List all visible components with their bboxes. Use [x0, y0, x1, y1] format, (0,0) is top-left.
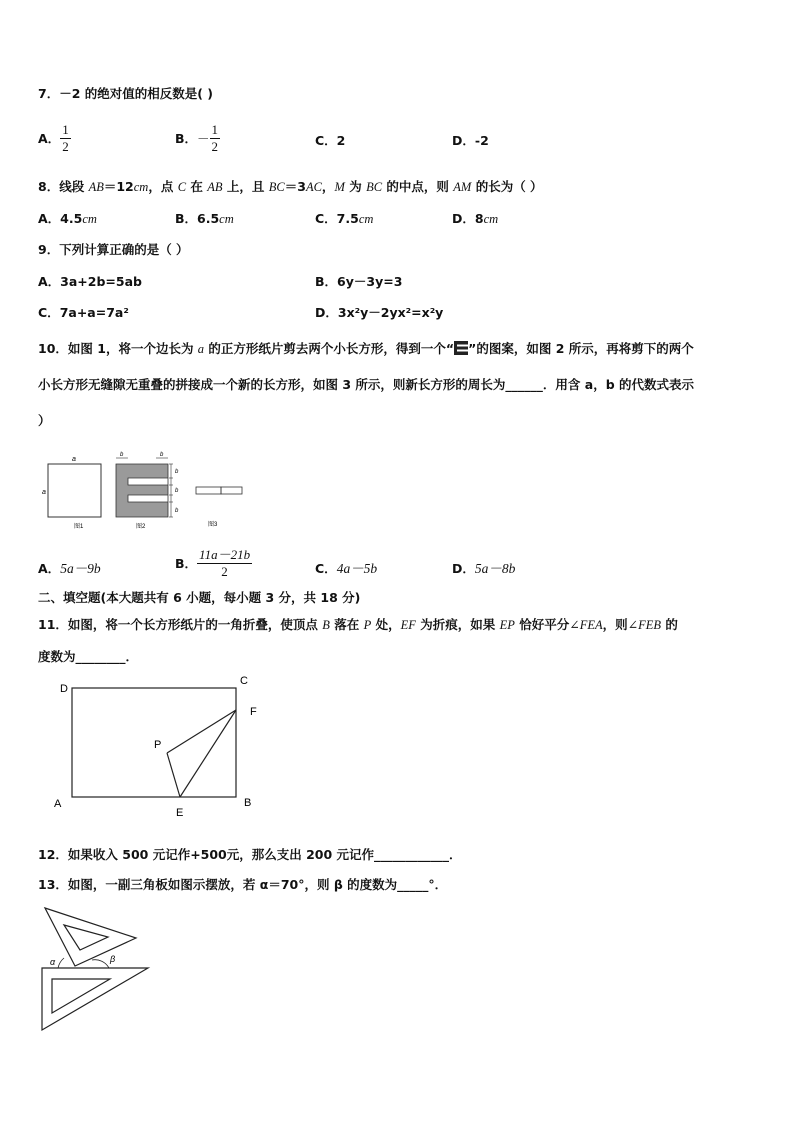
q8-text: ，	[321, 179, 335, 194]
q10-option-a	[38, 557, 101, 577]
q9-option-d	[315, 303, 443, 321]
q8-option-b-value: B．6.5	[175, 211, 220, 226]
q11-text: 的	[661, 617, 678, 632]
q7-option-a-label: A．	[38, 131, 61, 146]
q9-option-c-label: C．	[38, 305, 60, 320]
q11-label-c: C	[240, 675, 248, 687]
q10-option-d	[452, 557, 515, 577]
q7-option-a-fraction	[60, 123, 71, 153]
q10-option-d-expr: 5a－8b	[474, 561, 516, 576]
q8-var: AC	[305, 180, 322, 194]
q9-option-d-label: D．	[315, 305, 338, 320]
fig2-label-b: b	[120, 452, 124, 458]
fig2-label-b: b	[175, 508, 179, 514]
q8-text: 在	[186, 179, 208, 194]
q11-var: EP	[499, 618, 515, 632]
q10-option-d-label: D．	[452, 561, 475, 576]
q11-line1	[38, 615, 678, 633]
q8-option-b	[175, 209, 234, 227]
q8-text: 为	[344, 179, 367, 194]
q8-text: 的中点，则	[382, 179, 454, 194]
q8-option-c-value: C．7.5	[315, 211, 359, 226]
q10-line1	[38, 339, 694, 357]
q10-b-denominator: 2	[221, 563, 228, 579]
q11-text: 落在	[329, 617, 364, 632]
q13-upper-triangle-outer	[45, 908, 136, 966]
q8-option-d	[452, 209, 498, 227]
q7-a-numerator: 1	[62, 121, 69, 137]
q10-text: ”的图案，如图 2 所示，再将剪下的两个	[468, 341, 694, 356]
q10-option-c-label: C．	[315, 561, 337, 576]
q11-line2: 度数为________．	[38, 649, 139, 664]
q7-option-b	[175, 118, 220, 158]
q10-option-c	[315, 557, 377, 577]
q10-option-a-label: A．	[38, 561, 61, 576]
fig2-label-b: b	[160, 452, 164, 458]
q10-option-c-expr: 4a－5b	[336, 561, 378, 576]
fig2-caption: 图2	[136, 524, 146, 530]
q8-unit: cm	[219, 212, 234, 226]
q9-stem: 9．下列计算正确的是（ ）	[38, 242, 189, 257]
q8-var: AB	[207, 180, 223, 194]
q8-option-d-value: D．8	[452, 211, 484, 226]
q8-option-c	[315, 209, 373, 227]
fig3-rect-left	[196, 487, 221, 494]
q11-fold-ef	[180, 710, 236, 797]
q11-var: P	[363, 618, 372, 632]
q8-var: AM	[453, 180, 472, 194]
fig2-e-shape	[116, 464, 168, 517]
fig1-square	[48, 464, 101, 517]
q8-text: 上，且	[222, 179, 269, 194]
q11-text: 为折痕，如果	[415, 617, 500, 632]
q11-text: 11．如图，将一个长方形纸片的一角折叠，使顶点	[38, 617, 323, 632]
q7-option-b-sign: －	[197, 132, 210, 146]
fig1-caption: 图1	[74, 524, 84, 530]
q8-unit: cm	[82, 212, 97, 226]
q8-var: BC	[366, 180, 383, 194]
q8-option-a	[38, 209, 97, 227]
q8-text: 8．线段	[38, 179, 89, 194]
q8-var: BC	[268, 180, 285, 194]
q10-option-a-expr: 5a－9b	[60, 561, 101, 576]
q10-option-b	[175, 543, 252, 583]
q10-option-b-label: B．	[175, 556, 198, 571]
q8-unit: cm	[358, 212, 374, 226]
q10-option-b-fraction	[197, 548, 252, 578]
q8-option-a-value: A．4.5	[38, 211, 83, 226]
q13-alpha-label: α	[50, 957, 56, 967]
q11-angle: ∠FEA	[569, 618, 603, 632]
fig1-label-a-top: a	[72, 456, 76, 463]
q10-text: 10．如图 1，将一个边长为	[38, 341, 198, 356]
fig3-caption: 图3	[208, 522, 218, 528]
q7-stem: 7．－2 的绝对值的相反数是( )	[38, 86, 214, 101]
q13-alpha-arc	[58, 958, 64, 968]
q9-option-d-expr: 3x²y－2yx²=x²y	[337, 305, 444, 320]
q9-option-b: B．6y－3y=3	[315, 274, 403, 289]
q10-b-numerator: 11a－21b	[199, 546, 251, 562]
q10-text: 的正方形纸片剪去两个小长方形，得到一个“	[204, 341, 455, 356]
q8-text: ＝12	[103, 179, 134, 194]
q13-figure	[36, 904, 156, 1034]
q11-figure	[48, 672, 268, 822]
q7-option-b-label: B．	[175, 131, 198, 146]
e-shape-icon	[454, 341, 468, 355]
q7-option-d: D．-2	[452, 133, 489, 148]
q7-option-a	[38, 118, 71, 158]
q11-label-b: B	[244, 797, 252, 809]
q12-text: 12．如果收入 500 元记作+500元，那么支出 200 元记作____________．	[38, 847, 462, 862]
q10-line2: 小长方形无缝隙无重叠的拼接成一个新的长方形，如图 3 所示，则新长方形的周长为______．用含 a，b 的代数式表示	[38, 377, 694, 392]
q8-stem	[38, 177, 543, 195]
fig3-rect-right	[221, 487, 242, 494]
q11-text: 恰好平分	[514, 617, 570, 632]
q11-label-d: D	[60, 683, 68, 695]
q11-var: EF	[400, 618, 416, 632]
q13-lower-triangle-outer	[42, 968, 148, 1030]
q8-text: ，点	[148, 179, 178, 194]
q7-option-c: C．2	[315, 133, 346, 148]
q11-fold-ep	[167, 753, 180, 797]
q8-unit: cm	[133, 180, 149, 194]
q11-label-a: A	[54, 798, 62, 810]
q8-var: AB	[88, 180, 104, 194]
q11-label-e: E	[176, 807, 184, 819]
q9-option-a: A．3a+2b=5ab	[38, 274, 142, 289]
q8-var: M	[334, 180, 345, 194]
q11-angle: ∠FEB	[627, 618, 662, 632]
q7-b-denominator: 2	[211, 138, 219, 154]
q7-b-numerator: 1	[211, 121, 219, 137]
q7-a-denominator: 2	[62, 138, 69, 154]
fig2-label-b: b	[175, 469, 179, 475]
fig2-label-b: b	[175, 488, 179, 494]
q11-text: 处，	[371, 617, 401, 632]
q13-upper-triangle-inner	[64, 925, 108, 950]
q11-label-p: P	[154, 739, 162, 751]
q8-unit: cm	[483, 212, 499, 226]
q8-text: ＝3	[284, 179, 306, 194]
q11-label-f: F	[250, 706, 257, 718]
q11-var: B	[322, 618, 330, 632]
q10-var-a: a	[197, 342, 205, 356]
q11-text: ，则	[602, 617, 628, 632]
q7-option-b-fraction	[210, 123, 221, 153]
q10-figures	[36, 450, 256, 532]
q9-option-c-expr: 7a+a=7a²	[59, 305, 129, 320]
q13-beta-arc	[92, 960, 109, 968]
q8-text: 的长为（ ）	[471, 179, 543, 194]
q13-beta-label: β	[110, 954, 116, 964]
q13-text: 13．如图，一副三角板如图示摆放，若 α＝70°，则 β 的度数为_____°．	[38, 877, 448, 892]
q8-var: C	[177, 180, 187, 194]
q11-fold-pf	[167, 710, 236, 753]
fig1-label-a-left: a	[42, 489, 46, 496]
q10-line3: ）	[38, 413, 51, 428]
q9-option-c	[38, 303, 129, 321]
section-fill-blank-heading: 二、填空题(本大题共有 6 小题，每小题 3 分，共 18 分)	[38, 590, 361, 605]
